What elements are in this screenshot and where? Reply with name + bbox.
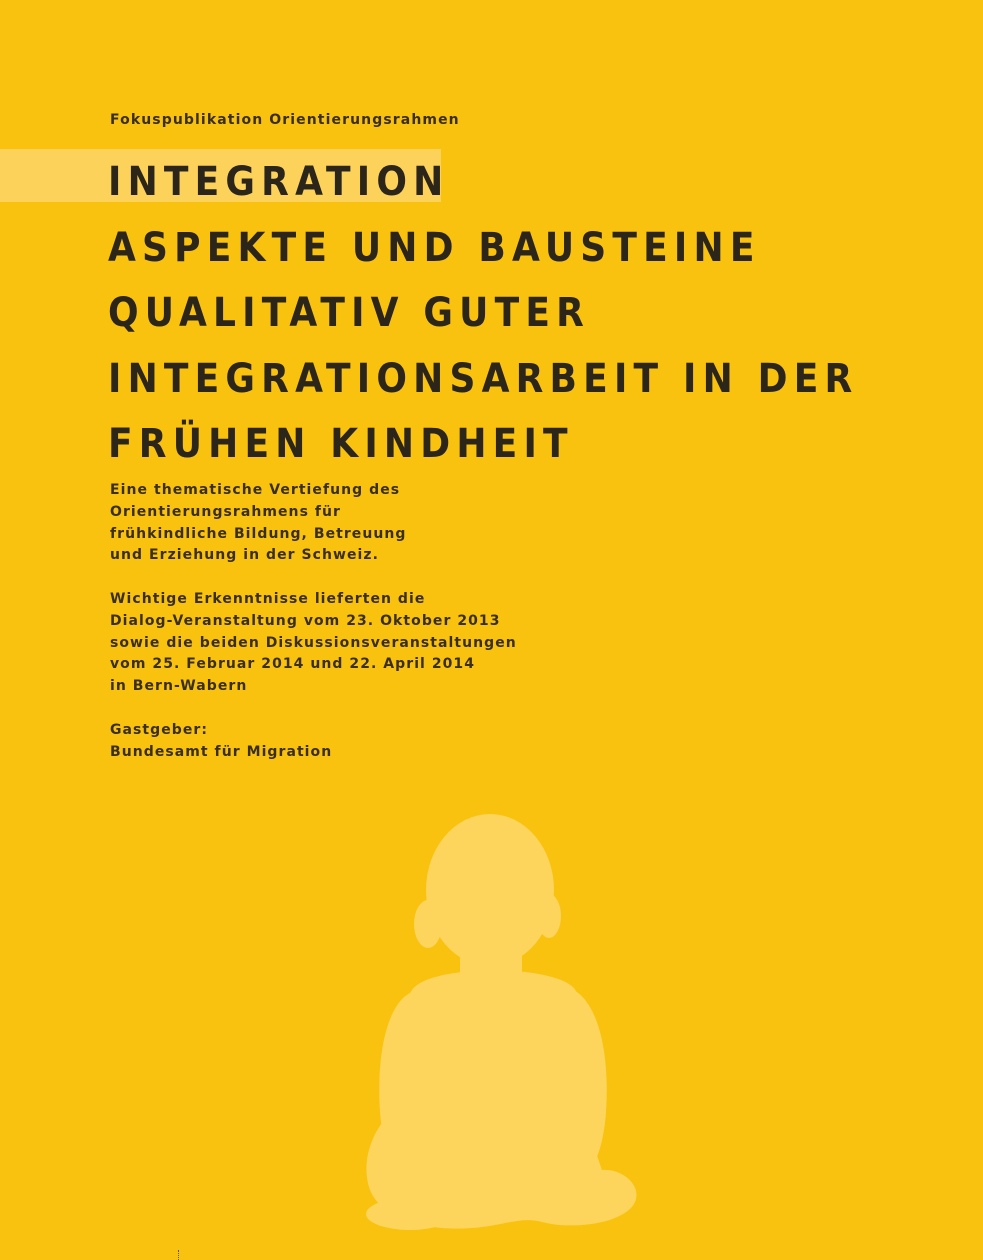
cover-description [110, 480, 630, 785]
cover-title [108, 150, 858, 478]
host-paragraph: Gastgeber: Bundesamt für Migration [110, 721, 333, 760]
intro-paragraph: Eine thematische Vertiefung des Orientierungsrahmens für frühkindliche Bildung, Betreuung und Erziehung in der Schweiz. [110, 482, 407, 564]
title-line-3: QUALITATIV GUTER [108, 290, 591, 336]
crop-mark [178, 1250, 181, 1260]
title-line-2: ASPEKTE UND BAUSTEINE [108, 224, 761, 271]
title-line-1: INTEGRATION [108, 159, 450, 205]
title-line-4: INTEGRATIONSARBEIT IN DER [108, 355, 859, 402]
publication-kicker: Fokuspublikation Orientierungsrahmen [110, 112, 460, 128]
title-line-5: FRÜHEN KINDHEIT [108, 421, 574, 467]
baby-silhouette-icon [352, 812, 642, 1232]
findings-paragraph: Wichtige Erkenntnisse lieferten die Dialog-Veranstaltung vom 23. Oktober 2013 sowie die beiden Diskussionsveranstaltungen vom 25. Februar 2014 und 22. April 2014 in Bern-Wabern [110, 590, 517, 695]
